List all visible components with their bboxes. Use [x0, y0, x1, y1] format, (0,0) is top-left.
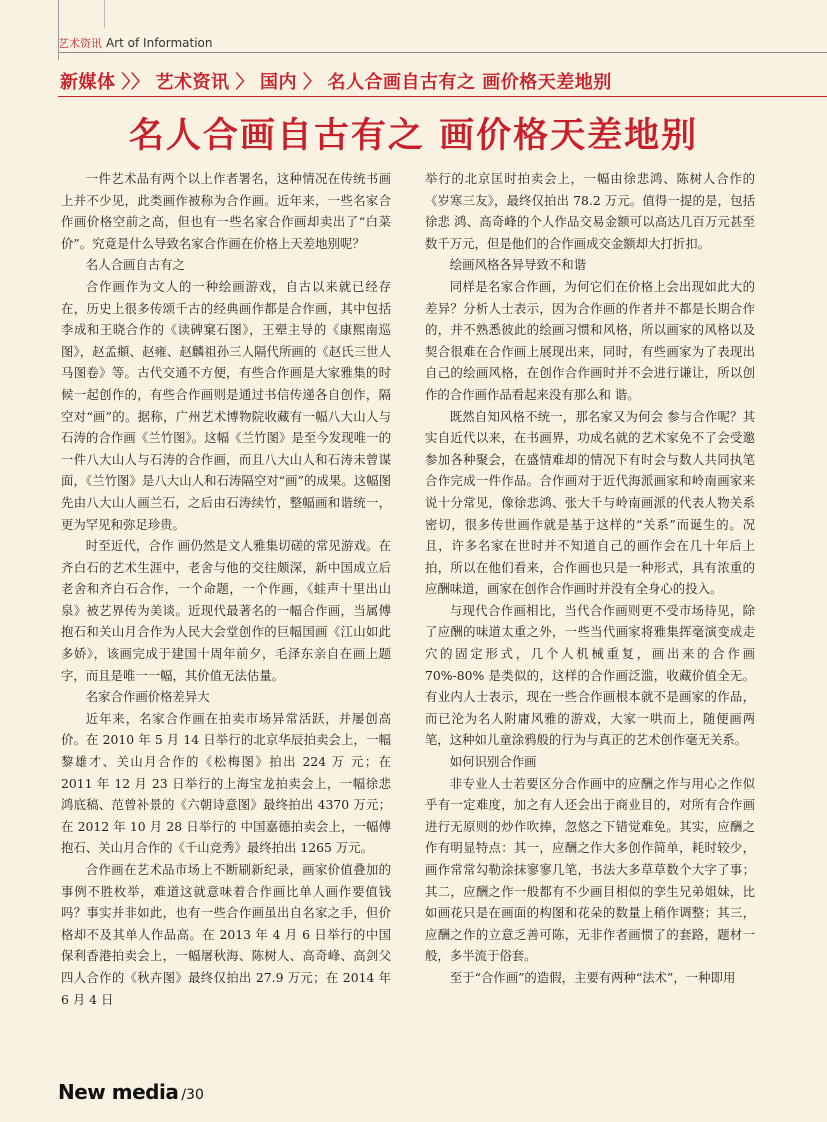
section-label-cn: 艺术资讯 [58, 37, 102, 50]
section-heading: 绘画风格各异导致不和谐 [449, 257, 587, 273]
paragraph: 至于“合作画”的造假，主要有两种“法术”，一种即用 [449, 969, 736, 985]
article-column-left [61, 168, 391, 1010]
paragraph: 时至近代，合作 画仍然是文人雅集切磋的常见游戏。在齐白石的艺术生涯中，老舍与他的交往颇深，新中国成立后老舍和齐白石合作，一个命题，一个作画，《蛙声十里出山泉》被艺界传为美谈。近现代最著名的一幅合作画，当属傅抱石和关山月合作为人民大会堂创作的巨幅国画《江山如此多娇》，该画完成于建国十周年前夕，毛泽东亲自在画上题字，而且是唯一一幅，其价值无法估量。 [61, 538, 391, 683]
section-heading: 名家合作画价格差异大 [85, 689, 210, 705]
breadcrumb-item-current: 名人合画自古有之 画价格天差地别 [327, 72, 612, 93]
page-footer [58, 1080, 204, 1106]
breadcrumb-item-new-media[interactable]: 新媒体 [60, 72, 116, 93]
breadcrumb-item-domestic[interactable]: 国内 [260, 72, 297, 93]
section-heading: 如何识别合作画 [449, 754, 537, 770]
header-vertical-rule-2 [104, 0, 105, 28]
section-label-en: Art of Information [106, 36, 213, 50]
breadcrumb-separator: 〉 [303, 72, 322, 93]
header-rule [58, 52, 827, 53]
section-heading: 名人合画自古有之 [85, 257, 185, 273]
paragraph: 与现代合作画相比，当代合作画则更不受市场待见，除了应酬的味道太重之外，一些当代画家将雅集挥毫演变成走穴的固定形式，几个人机械重复，画出来的合作画 70%-80% 是类似的，这样的合作画泛滥，收藏价值全无。有业内人士表示，现在一些合作画根本就不是画家的作品，而已沦为名人附庸风雅的游戏，大家一哄而上，随便画两笔，这种如儿童涂鸦般的行为与真正的艺术创作毫无关系。 [425, 602, 755, 748]
paragraph: 同样是名家合作画，为何它们在价格上会出现如此大的差异？分析人士表示，因为合作画的作者并不都是长期合作的，并不熟悉彼此的绘画习惯和风格，所以画家的风格以及契合很难在合作画上展现出来，同时，有些画家为了表现出自己的绘画风格，在创作合作画时并不会进行谦让，所以创作的合作画作品看起来没有那么和 谐。 [425, 278, 755, 402]
paragraph: 合作画在艺术品市场上不断刷新纪录，画家价值叠加的事例不胜枚举，难道这就意味着合作画比单人画作要值钱吗？事实并非如此，也有一些合作画虽出自名家之手，但价格却不及其单人作品高。在 2013 年 4 月 6 日举行的中国保利香港拍卖会上，一幅屠秋海、陈树人、高奇峰、高剑父四人合作的《秋卉图》最终仅拍出 27.9 万元；在 2014 年 6 月 4 日 [61, 862, 391, 1007]
article-title: 名人合画自古有之 画价格天差地别 [128, 116, 699, 156]
breadcrumb-rule [58, 96, 827, 97]
paragraph: 既然自知风格不统一，那名家又为何会 参与合作呢？其实自近代以来，在书画界，功成名就的艺术家免不了会受邀参加各种聚会，在盛情难却的情况下有时会与数人共同执笔合作完成一件作品。合作画对于近代海派画家和岭南画家来说十分常见，像徐悲鸿、张大千与岭南画派的代表人物关系密切，很多传世画作就是基于这样的“关系”而诞生的。况且，许多名家在世时并不知道自己的画作会在几十年后上拍，所以在他们看来，合作画也只是一种形式，具有浓重的应酬味道，画家在创作合作画时并没有全身心的投入。 [425, 408, 755, 597]
paragraph: 近年来，名家合作画在拍卖市场异常活跃，并屡创高价。在 2010 年 5 月 14 日举行的北京华辰拍卖会上，一幅黎雄才、关山月合作的《松梅图》拍出 224 万 元；在 2011 年 12 月 23 日举行的上海宝龙拍卖会上，一幅徐悲鸿底稿、范曾补景的《六朝诗意图》最终拍出 4370 万元；在 2012 年 10 月 28 日举行的 中国嘉德拍卖会上，一幅傅抱石、关山月合作的《千山竞秀》最终拍出 1265 万元。 [61, 710, 391, 856]
breadcrumb-separator: 〉〉 [121, 72, 150, 93]
breadcrumb-item-art-info[interactable]: 艺术资讯 [155, 72, 230, 93]
footer-brand: New media [58, 1080, 179, 1104]
page-number: /30 [181, 1087, 204, 1103]
paragraph: 举行的北京匡时拍卖会上，一幅由徐悲鸿、陈树人合作的《岁寒三友》，最终仅拍出 78.2 万元。值得一提的是，包括徐悲 鸿、高奇峰的个人作品交易金额可以高达几百万元甚至数千万元，但是他们的合作画成交金额却大打折扣。 [425, 171, 755, 251]
paragraph: 非专业人士若要区分合作画中的应酬之作与用心之作似乎有一定难度，加之有人还会出于商业目的，对所有合作画进行无原则的炒作吹捧，忽悠之下错觉难免。其实，应酬之作有明显特点：其一，应酬之作大多创作简单，耗时较少，画作常常勾勒涂抹寥寥几笔，书法大多草草数个大字了事；其二，应酬之作一般都有不少画目相似的孪生兄弟姐妹，比如画花只是在画面的构图和花朵的数量上稍作调整；其三，应酬之作的立意乏善可陈，无非作者画惯了的套路，题材一般，多半流于俗套。 [425, 775, 755, 964]
paragraph: 合作画作为文人的一种绘画游戏，自古以来就已经存在，历史上很多传颂千古的经典画作都是合作画，其中包括李成和王晓合作的《读碑窠石图》，王翚主导的《康熙南巡图》，赵孟頫、赵雍、赵麟祖孙三人隔代所画的《赵氏三世人马图卷》等。古代交通不方便，有些合作画是大家雅集的时候一起创作的，有些合作画则是通过书信传递各自创作，隔空对“画”的。据称，广州艺术博物院收藏有一幅八大山人与石涛的合作画《兰竹图》。这幅《兰竹图》是至今发现唯一的一件八大山人与石涛的合作画，而且八大山人和石涛未曾谋面，《兰竹图》是八大山人和石涛隔空对“画”的成果。这幅图先由八大山人画兰石，之后由石涛续竹，整幅画和谐统一，更为罕见和弥足珍贵。 [61, 278, 391, 532]
paragraph: 一件艺术品有两个以上作者署名，这种情况在传统书画上并不少见，此类画作被称为合作画。近年来，一些名家合作画价格空前之高，但也有一些名家合作画却卖出了“白菜价”。究竟是什么导致名家合作画在价格上天差地别呢？ [61, 171, 391, 251]
breadcrumb [60, 68, 612, 94]
article-column-right [425, 168, 755, 989]
breadcrumb-separator: 〉 [235, 72, 254, 93]
section-header [58, 34, 213, 52]
